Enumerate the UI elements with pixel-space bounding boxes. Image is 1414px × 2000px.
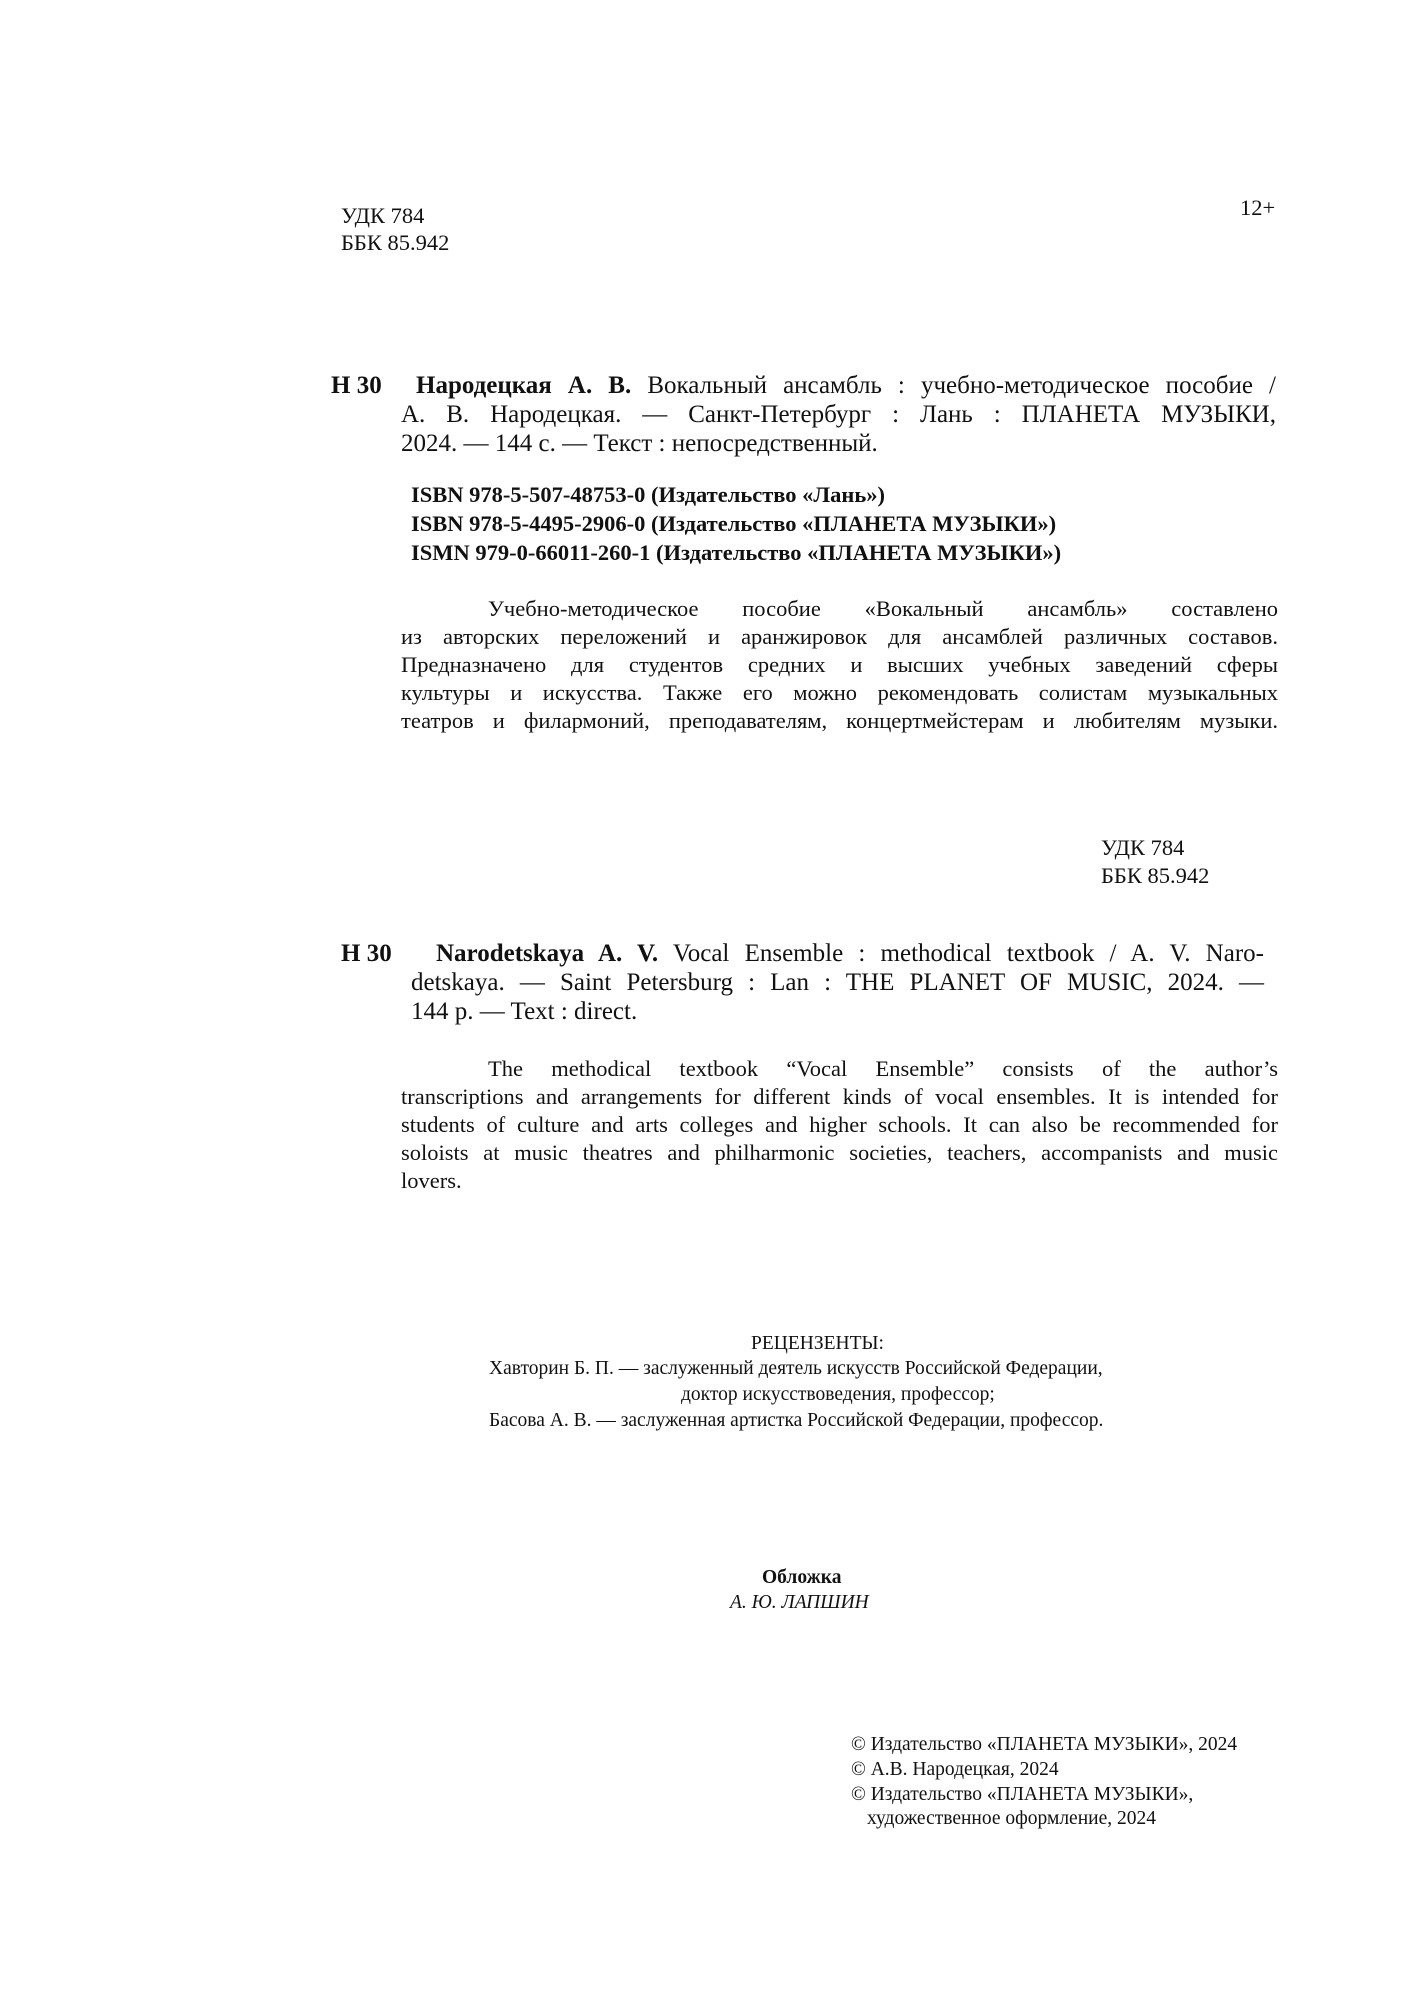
ru-entry-line2: А. В. Народецкая. — Санкт-Петербург : Лань : ПЛАНЕТА МУЗЫКИ, — [401, 401, 1276, 428]
en-annotation-line-1: The methodical textbook “Vocal Ensemble” consists of the author’s — [488, 1056, 1278, 1081]
en-entry-title: Vocal Ensemble : methodical textbook / A. V. Naro- — [672, 940, 1264, 967]
ru-entry-title: Вокальный ансамбль : учебно-методическое пособие / — [647, 372, 1277, 399]
reviewer-1-line-2: доктор искусствоведения, профессор; — [681, 1384, 995, 1405]
ru-annotation-line-2: из авторских переложений и аранжировок для ансамблей различных составов. — [401, 624, 1278, 649]
en-entry-line3: 144 p. — Text : direct. — [411, 998, 638, 1025]
copyright-line-3: © Издательство «ПЛАНЕТА МУЗЫКИ», — [851, 1784, 1194, 1805]
copyright-line-1: © Издательство «ПЛАНЕТА МУЗЫКИ», 2024 — [851, 1734, 1238, 1755]
en-annotation-line-3: students of culture and arts colleges and higher schools. It can also be recommended for — [401, 1112, 1278, 1137]
ru-entry-author: Народецкая А. В. — [416, 372, 632, 399]
en-entry-line2: detskaya. — Saint Petersburg : Lan : THE PLANET OF MUSIC, 2024. — — [411, 969, 1264, 996]
copyright-line-4: художественное оформление, 2024 — [867, 1808, 1156, 1829]
en-annotation-line-5: lovers. — [401, 1168, 462, 1193]
ru-annotation-line-5: театров и филармоний, преподавателям, концертмейстерам и любителям музыки. — [401, 708, 1278, 733]
udk-code: УДК 784 — [341, 203, 425, 228]
cover-designer-name: А. Ю. ЛАПШИН — [730, 1592, 869, 1613]
age-rating: 12+ — [1240, 195, 1276, 220]
en-entry-line1 — [436, 940, 1264, 969]
ru-entry-line3: 2024. — 144 с. — Текст : непосредственный. — [401, 430, 878, 457]
reviewer-1-line-1: Хавторин Б. П. — заслуженный деятель искусств Российской Федерации, — [489, 1358, 1103, 1379]
ru-entry-code: Н 30 — [331, 372, 382, 399]
reviewer-2-line: Басова А. В. — заслуженная артистка Российской Федерации, профессор. — [489, 1410, 1104, 1431]
ru-annotation-line-4: культуры и искусства. Также его можно рекомендовать солистам музыкальных — [401, 680, 1278, 705]
en-annotation-line-4: soloists at music theatres and philharmonic societies, teachers, accompanists and music — [401, 1140, 1278, 1165]
isbn-lanbook: ISBN 978-5-507-48753-0 (Издательство «Лань») — [411, 482, 886, 507]
ru-entry-line1 — [416, 372, 1276, 401]
ru-annotation-line-1: Учебно-методическое пособие «Вокальный ансамбль» составлено — [488, 596, 1278, 621]
ru-annotation-line-3: Предназначено для студентов средних и высших учебных заведений сферы — [401, 652, 1278, 677]
isbn-planet: ISBN 978-5-4495-2906-0 (Издательство «ПЛАНЕТА МУЗЫКИ») — [411, 511, 1057, 536]
en-entry-code: Н 30 — [341, 940, 392, 967]
en-bbk-code: ББК 85.942 — [1101, 863, 1210, 888]
cover-label: Обложка — [762, 1567, 842, 1588]
ismn-planet: ISMN 979-0-66011-260-1 (Издательство «ПЛАНЕТА МУЗЫКИ») — [411, 540, 1062, 565]
en-udk-code: УДК 784 — [1101, 835, 1185, 860]
en-annotation-line-2: transcriptions and arrangements for different kinds of vocal ensembles. It is intended for — [401, 1084, 1278, 1109]
en-entry-author: Narodetskaya A. V. — [436, 940, 659, 967]
bbk-code: ББК 85.942 — [341, 230, 450, 255]
copyright-line-2: © А.В. Народецкая, 2024 — [851, 1759, 1059, 1780]
reviewers-heading: РЕЦЕНЗЕНТЫ: — [751, 1333, 884, 1354]
